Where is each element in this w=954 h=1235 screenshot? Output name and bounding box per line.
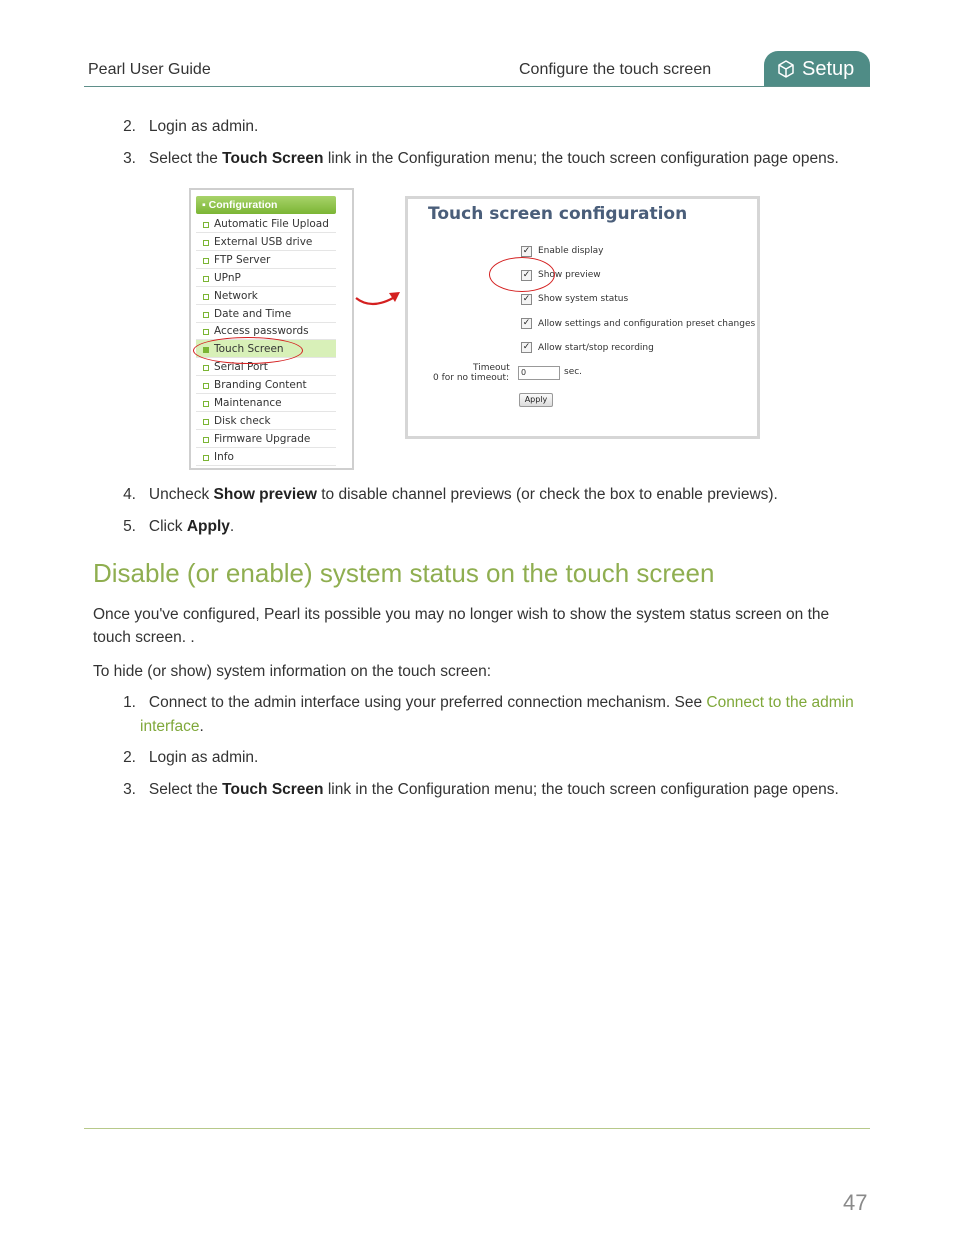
para-1-line-1: Once you've configured, Pearl its possible you may no longer wish to show the system status screen on the	[93, 606, 830, 623]
bullet-icon	[203, 437, 209, 443]
step-text: Login as admin.	[148, 118, 259, 135]
bullet-icon	[203, 455, 209, 461]
checkbox-icon[interactable]: ✓	[522, 245, 531, 256]
apply-button[interactable]: Apply	[519, 393, 553, 407]
config-menu-item-label: Info	[214, 450, 234, 463]
step-5	[114, 515, 234, 539]
step-text: Login as admin.	[148, 749, 259, 766]
config-menu-item[interactable]	[196, 412, 336, 430]
config-menu-item[interactable]	[196, 394, 336, 412]
connect-admin-link[interactable]: Connect to the admin	[706, 694, 854, 711]
config-menu-item-label: Branding Content	[214, 379, 307, 392]
step-3-top	[114, 147, 839, 171]
checkbox-label: Show system status	[538, 294, 629, 305]
setup-tab[interactable]	[764, 51, 870, 87]
bullet-icon	[203, 401, 209, 407]
config-menu-item-label: External USB drive	[214, 235, 313, 248]
timeout-hint: 0 for no timeout:	[433, 373, 509, 383]
checkbox-label: Enable display	[538, 246, 604, 256]
bullet-icon	[203, 258, 209, 264]
config-menu-item[interactable]	[196, 251, 336, 269]
checkbox-row	[521, 292, 628, 306]
checkbox-row	[521, 317, 755, 331]
config-menu-item-label: Maintenance	[214, 397, 282, 409]
config-menu-item-label: Date and Time	[214, 307, 292, 320]
checkbox-row	[521, 244, 603, 258]
config-menu-header: ▪ Configuration	[196, 196, 336, 214]
timeout-label: Timeout	[473, 363, 510, 373]
config-menu-item[interactable]	[196, 305, 336, 323]
step-text: Uncheck	[148, 486, 214, 503]
panel-title: Touch screen configuration	[428, 204, 688, 224]
step-2-top	[114, 115, 258, 139]
config-menu-item-label: Network	[214, 289, 258, 302]
bullet-icon	[203, 383, 209, 389]
bullet-icon	[203, 240, 209, 246]
bullet-icon	[203, 312, 209, 318]
step-number: 2.	[123, 118, 136, 135]
bullet-icon	[203, 419, 209, 425]
bullet-icon	[203, 276, 209, 282]
config-menu-item[interactable]	[196, 430, 336, 448]
config-menu-item-label: Firmware Upgrade	[214, 432, 311, 445]
step-2-bottom	[114, 746, 258, 770]
checkbox-icon[interactable]: ✓	[522, 318, 531, 329]
bullet-icon	[203, 294, 209, 300]
bullet-icon	[203, 222, 209, 228]
step-number: 1.	[123, 694, 136, 711]
step-text: Connect to the admin interface using your preferred connection mechanism. See	[148, 694, 707, 711]
connect-admin-link-cont[interactable]: interface	[140, 718, 200, 735]
checkbox-label: Allow start/stop recording	[538, 342, 654, 353]
footer-divider	[84, 1128, 870, 1129]
setup-tab-label: Setup	[802, 57, 855, 80]
step-1-bottom	[114, 691, 874, 715]
config-menu-item[interactable]	[196, 448, 336, 466]
config-menu-item-label: Access passwords	[214, 325, 309, 338]
header-divider	[84, 86, 870, 87]
step-text: link in the Configuration menu; the touch screen configuration page opens.	[323, 781, 839, 798]
checkbox-icon[interactable]: ✓	[522, 293, 531, 304]
step-text: Select the	[148, 150, 223, 167]
step-text: to disable channel previews (or check the box to enable previews).	[316, 486, 778, 503]
arrow-icon	[353, 288, 405, 314]
step-text: .	[199, 718, 204, 735]
step-text: Select the	[148, 781, 223, 798]
checkbox-row	[521, 341, 654, 355]
step-number: 4.	[123, 486, 136, 503]
config-menu-item[interactable]	[196, 376, 336, 394]
highlight-ellipse	[193, 337, 303, 364]
timeout-input[interactable]: 0	[518, 366, 560, 380]
bullet-icon	[203, 365, 209, 371]
config-menu-item-label: Serial Port	[214, 361, 268, 374]
section-title: Configure the touch screen	[519, 61, 712, 78]
step-number: 3.	[123, 150, 136, 167]
highlight-ellipse-preview	[489, 257, 555, 292]
step-bold: Show preview	[213, 486, 317, 503]
config-menu-item[interactable]	[196, 233, 336, 251]
page-number: 47	[843, 1190, 868, 1215]
step-bold: Touch Screen	[222, 150, 324, 167]
checkbox-label: Show preview	[538, 270, 601, 281]
timeout-unit: sec.	[564, 367, 583, 377]
config-menu-item-label: Disk check	[214, 414, 271, 427]
config-menu-item-label: UPnP	[214, 271, 241, 284]
step-text: Click	[148, 518, 187, 535]
step-1-bottom-cont	[140, 715, 204, 739]
config-menu-item[interactable]	[196, 269, 336, 287]
checkbox-label: Allow settings and configuration preset changes	[538, 318, 756, 329]
guide-title: Pearl User Guide	[88, 61, 211, 78]
bullet-icon	[203, 329, 209, 335]
step-3-bottom	[114, 778, 839, 802]
config-menu-item[interactable]	[196, 215, 336, 233]
step-bold: Touch Screen	[222, 781, 324, 798]
config-menu-header-label: Configuration	[208, 199, 278, 211]
step-4	[114, 483, 778, 507]
step-number: 2.	[123, 749, 136, 766]
step-text: .	[229, 518, 235, 535]
section-heading: Disable (or enable) system status on the touch screen	[93, 558, 715, 588]
step-bold: Apply	[186, 518, 230, 535]
step-number: 5.	[123, 518, 136, 535]
step-text: link in the Configuration menu; the touch screen configuration page opens.	[323, 150, 839, 167]
step-number: 3.	[123, 781, 136, 798]
config-menu-item-label: Automatic File Upload	[214, 218, 329, 230]
checkbox-icon[interactable]: ✓	[522, 342, 531, 353]
config-menu-item-label: Touch Screen	[214, 343, 284, 356]
checkbox-icon[interactable]: ✓	[522, 269, 531, 280]
config-menu-item[interactable]	[196, 287, 336, 305]
config-menu-item-label: FTP Server	[214, 253, 271, 266]
cube-icon	[776, 59, 796, 79]
para-2: To hide (or show) system information on the touch screen:	[93, 663, 492, 680]
para-1-line-2: touch screen. .	[93, 629, 195, 646]
